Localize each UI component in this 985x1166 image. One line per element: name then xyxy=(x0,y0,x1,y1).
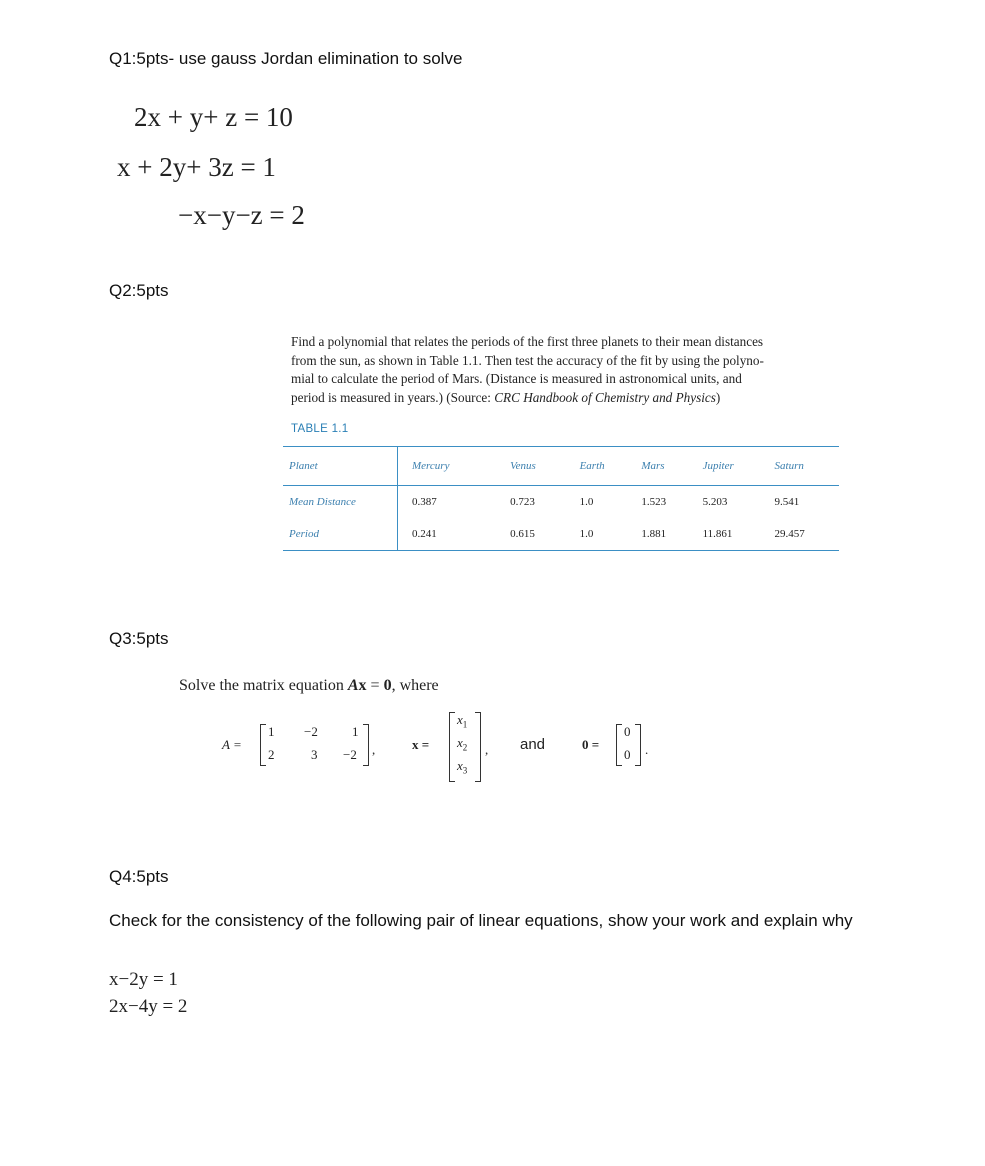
table-header-cell: Mercury xyxy=(398,447,495,486)
matrix-a-label: A = xyxy=(222,737,242,752)
table-cell: 0.723 xyxy=(510,496,535,508)
matrix-a-cell: 1 xyxy=(352,724,359,739)
table-header-cell: Saturn xyxy=(769,447,839,486)
vector-x-entry: $x_1$ xyxy=(457,712,468,730)
q3-problem-prefix: Solve the matrix equation xyxy=(179,677,348,694)
table-row-label: Mean Distance xyxy=(283,486,398,519)
zero-vector-entry: 0 xyxy=(624,747,631,762)
table-cell: 0.241 xyxy=(412,528,437,540)
table-header-cell: Planet xyxy=(283,447,398,486)
q2-source-title: CRC Handbook of Chemistry and Physics xyxy=(494,389,716,405)
zero-vector-right-bracket xyxy=(635,724,641,766)
zero-vector-label: 0 = xyxy=(582,737,600,752)
table-header-row xyxy=(283,447,839,486)
q2-problem-text xyxy=(291,333,841,407)
matrix-a-cell: −2 xyxy=(304,724,318,739)
table-title: TABLE 1.1 xyxy=(291,423,349,435)
table-cell: 5.203 xyxy=(702,496,728,508)
vector-x-left-bracket xyxy=(449,712,455,782)
q4-heading: Q4:5pts xyxy=(109,867,169,886)
q2-problem-line-2: from the sun, as shown in Table 1.1. Then test the accuracy of the fit by using the polyno- xyxy=(291,352,764,368)
table-header-cell: Jupiter xyxy=(697,447,769,486)
table-cell: 1.0 xyxy=(579,528,594,540)
table-row-label: Period xyxy=(283,518,398,551)
q3-heading: Q3:5pts xyxy=(109,629,169,648)
table-row xyxy=(283,518,839,551)
q1-heading: Q1:5pts- use gauss Jordan elimination to solve xyxy=(109,49,463,68)
table-cell: 29.457 xyxy=(774,528,805,540)
zero-vector-entry: 0 xyxy=(624,724,631,739)
q3-problem-A: A xyxy=(347,677,359,694)
vector-x-entry: $x_2$ xyxy=(457,735,468,753)
q4-body-text: Check for the consistency of the following pair of linear equations, show your work and explain why xyxy=(109,911,853,930)
matrix-a-trail: , xyxy=(372,742,376,757)
matrix-a-cell: 1 xyxy=(268,724,275,739)
q2-heading: Q2:5pts xyxy=(109,281,169,300)
vector-x-entry: $x_3$ xyxy=(457,758,468,776)
matrix-a-cell: 2 xyxy=(268,747,275,762)
table-cell: 0.387 xyxy=(412,496,437,508)
table-header-cell: Earth xyxy=(574,447,636,486)
q2-problem-line-1: Find a polynomial that relates the periods of the first three planets to their mean distances xyxy=(291,334,764,349)
q1-equation-3: −x−y−z = 2 xyxy=(178,200,305,230)
planet-table xyxy=(283,446,839,551)
q1-equation-2: x + 2y+ 3z = 1 xyxy=(117,152,276,182)
q2-problem-line-3: mial to calculate the period of Mars. (Distance is measured in astronomical units, and xyxy=(291,371,742,386)
q2-problem-line-4 xyxy=(291,389,841,408)
q3-problem-suffix: , where xyxy=(391,677,439,694)
table-cell: 1.881 xyxy=(641,528,667,540)
q4-equation-2: 2x−4y = 2 xyxy=(109,996,188,1017)
q3-problem-zero: 0 xyxy=(383,677,392,694)
matrix-a-left-bracket xyxy=(260,724,266,766)
zero-vector-left-bracket xyxy=(616,724,622,766)
q1-equation-1: 2x + y+ z = 10 xyxy=(134,102,293,132)
zero-vector-trail: . xyxy=(645,742,649,757)
vector-x-right-bracket xyxy=(475,712,481,782)
table-cell: 11.861 xyxy=(702,528,733,540)
q3-problem-text: Solve the matrix equation Ax = 0, where xyxy=(179,677,439,694)
vector-x-trail: , xyxy=(485,742,489,757)
table-header-cell: Venus xyxy=(494,447,573,486)
vector-x-label: x = xyxy=(412,737,430,752)
matrix-a-cell: 3 xyxy=(311,747,318,762)
and-text: and xyxy=(520,736,546,753)
table-cell: 1.0 xyxy=(579,496,594,508)
q2-line4-suffix: ) xyxy=(715,389,721,405)
q3-problem-eq: = xyxy=(366,677,384,694)
matrix-a-right-bracket xyxy=(363,724,369,766)
q2-line4-prefix: period is measured in years.) (Source: xyxy=(291,389,495,405)
table-cell: 1.523 xyxy=(641,496,667,508)
table-row xyxy=(283,486,839,519)
table-header-cell: Mars xyxy=(635,447,696,486)
table-cell: 9.541 xyxy=(774,496,800,508)
matrix-a-cell: −2 xyxy=(343,747,357,762)
table-cell: 0.615 xyxy=(510,528,535,540)
q4-equation-1: x−2y = 1 xyxy=(109,969,178,990)
